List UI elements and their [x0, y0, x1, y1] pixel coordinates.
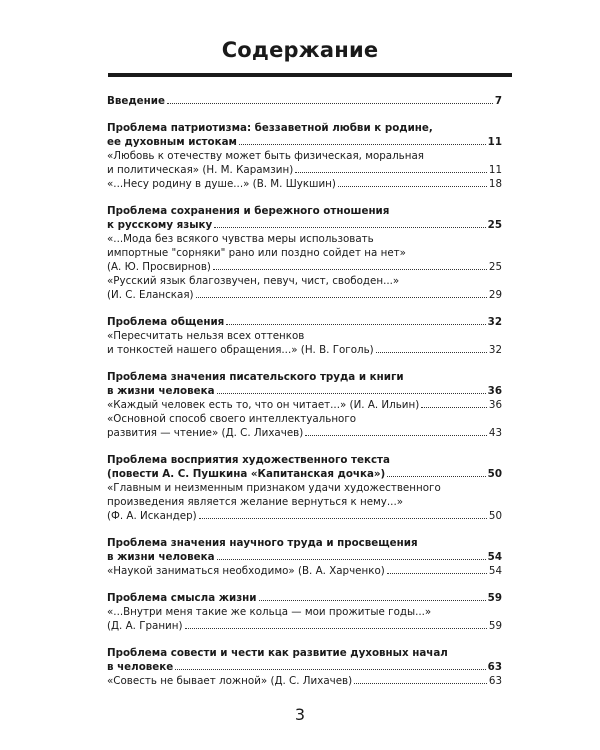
toc-line-text: «Пересчитать нельзя всех оттенков — [107, 330, 305, 342]
dot-leader — [217, 558, 486, 560]
toc-entry-line — [107, 509, 502, 523]
dot-leader — [305, 434, 487, 436]
toc-heading-line — [107, 467, 502, 481]
toc-heading-line — [107, 453, 502, 467]
toc-line-text: Проблема общения — [107, 316, 225, 328]
toc-page-number: 54 — [487, 551, 502, 563]
toc-page-number: 25 — [488, 261, 502, 273]
dot-leader — [295, 171, 487, 173]
toc-entry-line — [107, 288, 502, 302]
toc-line-text: в жизни человека — [107, 551, 215, 563]
toc-heading-line — [107, 94, 502, 108]
toc-heading-line — [107, 536, 502, 550]
toc-heading-line — [107, 370, 502, 384]
toc-heading-line — [107, 135, 502, 149]
toc-heading-line — [107, 315, 502, 329]
toc-page-number: 11 — [487, 136, 502, 148]
toc-line-text: Проблема значения научного труда и просвещения — [107, 537, 418, 549]
toc-line-text: импортные "сорняки" рано или поздно сойдет на нет» — [107, 247, 406, 259]
toc-entry-line — [107, 398, 502, 412]
toc-page-number: 29 — [488, 289, 502, 301]
toc-line-text: Проблема смысла жизни — [107, 592, 257, 604]
dot-leader — [199, 517, 487, 519]
toc-line-text: «...Внутри меня такие же кольца — мои прожитые годы...» — [107, 606, 432, 618]
dot-leader — [338, 185, 487, 187]
dot-leader — [185, 627, 487, 629]
toc-heading-line — [107, 660, 502, 674]
toc-page-number: 50 — [487, 468, 502, 480]
toc-line-text: развития — чтение» (Д. С. Лихачев) — [107, 427, 304, 439]
toc-heading-line — [107, 204, 502, 218]
toc-page-number: 54 — [488, 565, 502, 577]
dot-leader — [387, 475, 485, 477]
table-of-contents — [107, 94, 502, 688]
toc-page-number: 36 — [487, 385, 502, 397]
toc-page-number: 63 — [488, 675, 502, 687]
dot-leader — [387, 572, 487, 574]
dot-leader — [214, 226, 485, 228]
toc-line-text: «Каждый человек есть то, что он читает...» (И. А. Ильин) — [107, 399, 420, 411]
toc-line-text: «...Мода без всякого чувства меры использовать — [107, 233, 374, 245]
toc-line-text: и тонкостей нашего обращения...» (Н. В. Гоголь) — [107, 344, 374, 356]
toc-page-number: 36 — [488, 399, 502, 411]
toc-line-text: Проблема патриотизма: беззаветной любви к родине, — [107, 122, 433, 134]
toc-line-text: Введение — [107, 95, 165, 107]
page-title: Содержание — [221, 38, 379, 62]
toc-entry-line — [107, 246, 502, 260]
toc-page-number: 32 — [487, 316, 502, 328]
toc-line-text: «Русский язык благозвучен, певуч, чист, свободен...» — [107, 275, 400, 287]
toc-line-text: «Любовь к отечеству может быть физическая, моральная — [107, 150, 424, 162]
toc-entry-line — [107, 163, 502, 177]
toc-entry-line — [107, 412, 502, 426]
toc-entry-line — [107, 343, 502, 357]
toc-line-text: «Наукой заниматься необходимо» (В. А. Харченко) — [107, 565, 385, 577]
toc-line-text: в жизни человека — [107, 385, 215, 397]
toc-page-number: 59 — [487, 592, 502, 604]
toc-entry-line — [107, 232, 502, 246]
dot-leader — [376, 351, 487, 353]
toc-line-text: «Основной способ своего интеллектуального — [107, 413, 357, 425]
toc-entry-line — [107, 274, 502, 288]
toc-page-number: 32 — [488, 344, 502, 356]
dot-leader — [175, 668, 485, 670]
toc-heading-line — [107, 646, 502, 660]
dot-leader — [226, 323, 485, 325]
toc-entry-line — [107, 177, 502, 191]
toc-line-text: ее духовным истокам — [107, 136, 237, 148]
toc-line-text: (А. Ю. Просвирнов) — [107, 261, 211, 273]
toc-entry-line — [107, 674, 502, 688]
toc-page-number: 59 — [488, 620, 502, 632]
toc-page-number: 11 — [488, 164, 502, 176]
toc-heading-line — [107, 121, 502, 135]
toc-entry-line — [107, 564, 502, 578]
toc-entry-line — [107, 481, 502, 495]
toc-line-text: «Совесть не бывает ложной» (Д. С. Лихачев) — [107, 675, 353, 687]
dot-leader — [259, 599, 486, 601]
toc-line-text: Проблема восприятия художественного текста — [107, 454, 390, 466]
toc-line-text: в человеке — [107, 661, 174, 673]
toc-entry-line — [107, 329, 502, 343]
toc-line-text: произведения является желание вернуться к нему...» — [107, 496, 404, 508]
toc-page-number: 7 — [494, 95, 502, 107]
toc-page-number: 43 — [488, 427, 502, 439]
toc-entry-line — [107, 260, 502, 274]
toc-line-text: Проблема сохранения и бережного отношения — [107, 205, 390, 217]
dot-leader — [213, 268, 487, 270]
toc-line-text: к русскому языку — [107, 219, 213, 231]
dot-leader — [217, 392, 486, 394]
toc-line-text: «Главным и неизменным признаком удачи художественного — [107, 482, 441, 494]
dot-leader — [167, 102, 493, 104]
toc-page-number: 63 — [487, 661, 502, 673]
toc-line-text: Проблема совести и чести как развитие духовных начал — [107, 647, 448, 659]
toc-page-number: 18 — [488, 178, 502, 190]
toc-page-number: 50 — [488, 510, 502, 522]
page-number: 3 — [294, 705, 306, 724]
dot-leader — [196, 296, 487, 298]
dot-leader — [354, 682, 487, 684]
toc-entry-line — [107, 149, 502, 163]
toc-entry-line — [107, 605, 502, 619]
toc-heading-line — [107, 218, 502, 232]
toc-heading-line — [107, 384, 502, 398]
toc-page-number: 25 — [487, 219, 502, 231]
dot-leader — [239, 143, 486, 145]
toc-line-text: Проблема значения писательского труда и книги — [107, 371, 404, 383]
toc-line-text: (И. С. Еланская) — [107, 289, 194, 301]
toc-line-text: и политическая» (Н. М. Карамзин) — [107, 164, 294, 176]
toc-line-text: (Ф. А. Искандер) — [107, 510, 197, 522]
toc-entry-line — [107, 619, 502, 633]
toc-line-text: (Д. А. Гранин) — [107, 620, 183, 632]
toc-entry-line — [107, 426, 502, 440]
toc-line-text: «...Несу родину в душе...» (В. М. Шукшин) — [107, 178, 336, 190]
toc-heading-line — [107, 550, 502, 564]
toc-heading-line — [107, 591, 502, 605]
toc-line-text: (повести А. С. Пушкина «Капитанская дочка») — [107, 468, 386, 480]
dot-leader — [421, 406, 487, 408]
toc-entry-line — [107, 495, 502, 509]
title-divider — [108, 73, 512, 77]
